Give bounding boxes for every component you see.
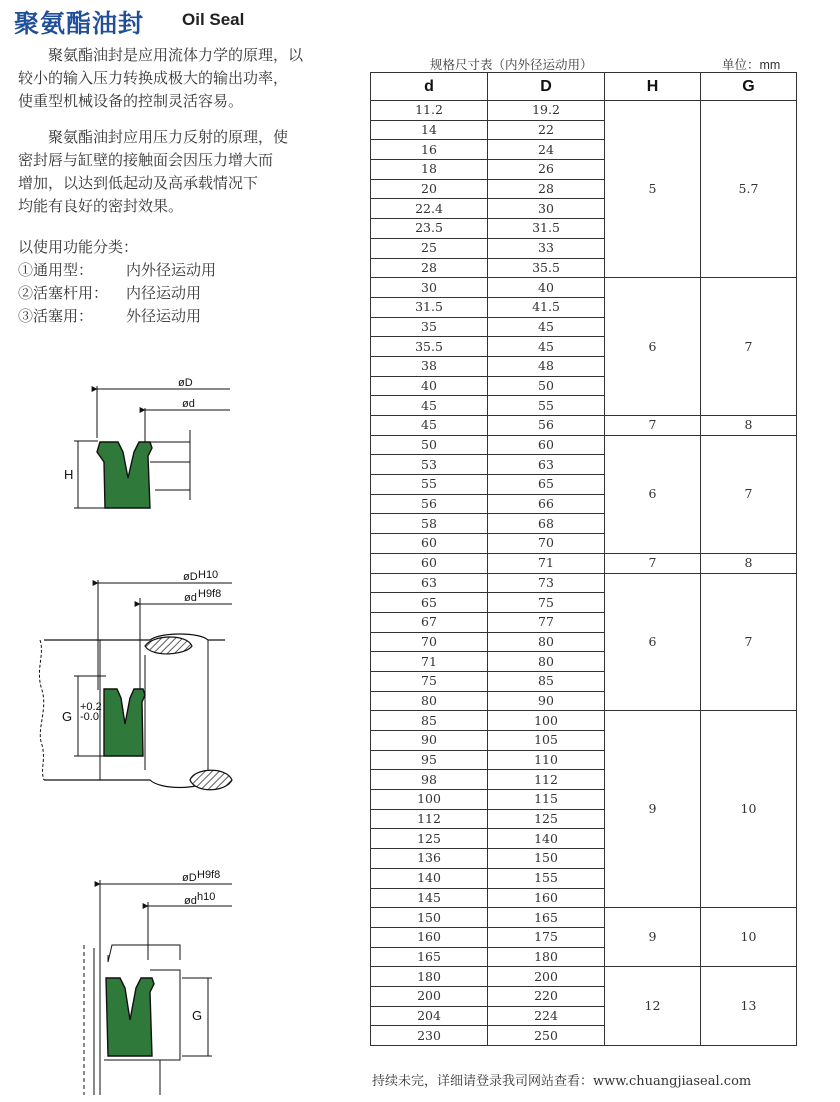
cell-d: 95 [371,750,488,770]
cell-d: 14 [371,120,488,140]
cell-d: 160 [371,927,488,947]
cell-D: 110 [488,750,605,770]
dim-od-tol: H9f8 [197,869,221,881]
cell-D: 50 [488,376,605,396]
cell-d: 65 [371,593,488,613]
cell-H: 6 [605,573,701,711]
cell-d: 180 [371,967,488,987]
cell-d: 25 [371,238,488,258]
seal-profile-icon [106,978,154,1056]
cell-D: 68 [488,514,605,534]
cell-D: 66 [488,494,605,514]
dim-od-tol: H10 [198,569,219,581]
seal-profile-icon [104,689,145,756]
cell-d: 22.4 [371,199,488,219]
cell-d: 28 [371,258,488,278]
dim-id-tol: H9f8 [198,588,222,600]
cell-H: 6 [605,278,701,416]
dim-od-label: øD [178,377,193,389]
cell-d: 53 [371,455,488,475]
cell-H: 6 [605,435,701,553]
cell-D: 71 [488,553,605,573]
cell-D: 40 [488,278,605,298]
table-header-row [371,73,797,101]
cell-G: 8 [701,416,797,436]
cell-d: 165 [371,947,488,967]
cell-d: 140 [371,868,488,888]
cell-D: 140 [488,829,605,849]
cell-D: 115 [488,790,605,810]
cell-D: 28 [488,179,605,199]
cell-d: 136 [371,849,488,869]
cell-d: 80 [371,691,488,711]
cell-D: 224 [488,1006,605,1026]
table-row [371,553,797,573]
cell-H: 9 [605,908,701,967]
cell-D: 56 [488,416,605,436]
intro-line: 使重型机械设备的控制灵活容易。 [18,92,244,110]
diagram-general [64,377,230,508]
table-row [371,101,797,121]
spec-table-body [371,101,797,1046]
col-header-d: d [371,73,488,101]
cell-d: 35 [371,317,488,337]
dim-od-label: øD [182,872,197,884]
cell-d: 56 [371,494,488,514]
cell-d: 58 [371,514,488,534]
cell-D: 200 [488,967,605,987]
cell-d: 38 [371,356,488,376]
cell-G: 10 [701,908,797,967]
cell-d: 31.5 [371,297,488,317]
cell-d: 55 [371,475,488,495]
cell-d: 70 [371,632,488,652]
seal-profile-icon [97,442,152,508]
cell-D: 22 [488,120,605,140]
classification-item: ②活塞杆用： 内径运动用 [18,284,202,302]
cell-D: 80 [488,652,605,672]
page-title: 聚氨酯油封 [14,9,145,38]
cell-G: 7 [701,435,797,553]
cell-G: 10 [701,711,797,908]
cell-D: 26 [488,160,605,180]
seal-diagrams [0,0,360,1102]
cell-D: 55 [488,396,605,416]
cell-D: 63 [488,455,605,475]
dim-h-label: H [64,467,74,482]
cell-D: 150 [488,849,605,869]
cell-D: 175 [488,927,605,947]
cell-d: 145 [371,888,488,908]
cell-D: 45 [488,317,605,337]
cell-D: 24 [488,140,605,160]
cell-D: 165 [488,908,605,928]
cell-D: 60 [488,435,605,455]
table-row [371,435,797,455]
cell-d: 75 [371,671,488,691]
cell-D: 105 [488,731,605,751]
cell-D: 19.2 [488,101,605,121]
dim-id-label: ød [182,398,195,410]
cell-D: 31.5 [488,219,605,239]
cell-H: 7 [605,553,701,573]
table-row [371,278,797,298]
cell-D: 160 [488,888,605,908]
cell-d: 60 [371,534,488,554]
cell-d: 71 [371,652,488,672]
table-unit: 单位：mm [722,57,781,72]
cell-d: 20 [371,179,488,199]
classification-heading: 以使用功能分类： [18,238,139,256]
cell-d: 98 [371,770,488,790]
cell-d: 204 [371,1006,488,1026]
footer-note: 持续未完，详细请登录我司网站查看：www.chuangjiaseal.com [372,1074,752,1089]
table-row [371,908,797,928]
cell-d: 11.2 [371,101,488,121]
cell-D: 73 [488,573,605,593]
cell-D: 30 [488,199,605,219]
cell-H: 9 [605,711,701,908]
cell-D: 250 [488,1026,605,1046]
dim-id-label: ød [184,592,197,604]
cell-D: 220 [488,986,605,1006]
cell-D: 77 [488,612,605,632]
cell-d: 45 [371,416,488,436]
cell-D: 41.5 [488,297,605,317]
cell-d: 63 [371,573,488,593]
table-row [371,573,797,593]
table-row [371,416,797,436]
cell-d: 125 [371,829,488,849]
cell-d: 112 [371,809,488,829]
intro-line: 均能有良好的密封效果。 [18,197,184,215]
cell-D: 100 [488,711,605,731]
cell-D: 125 [488,809,605,829]
cell-D: 35.5 [488,258,605,278]
dim-id-label: ød [184,895,197,907]
cell-d: 85 [371,711,488,731]
diagram-rod [39,569,232,790]
intro-line: 较小的输入压力转换成极大的输出功率， [18,69,289,87]
dim-g-label: G [62,709,73,724]
cell-D: 112 [488,770,605,790]
cell-d: 23.5 [371,219,488,239]
cell-D: 90 [488,691,605,711]
cell-D: 45 [488,337,605,357]
classification-item: ①通用型： 内外径运动用 [18,261,217,279]
cell-D: 180 [488,947,605,967]
intro-line: 聚氨酯油封应用压力反射的原理，使 [48,128,289,146]
col-header-H: H [605,73,701,101]
cell-G: 7 [701,573,797,711]
cell-d: 100 [371,790,488,810]
dim-od-label: øD [183,571,198,583]
cell-d: 60 [371,553,488,573]
cell-D: 155 [488,868,605,888]
cell-D: 65 [488,475,605,495]
cell-d: 30 [371,278,488,298]
col-header-G: G [701,73,797,101]
spec-table [370,72,797,1046]
table-caption: 规格尺寸表（内外径运动用） [430,57,593,72]
cell-d: 90 [371,731,488,751]
cell-G: 5.7 [701,101,797,278]
cell-H: 5 [605,101,701,278]
table-row [371,711,797,731]
cell-d: 16 [371,140,488,160]
cell-d: 45 [371,396,488,416]
cell-G: 13 [701,967,797,1046]
intro-line: 密封唇与缸壁的接触面会因压力增大而 [18,151,274,169]
cell-d: 50 [371,435,488,455]
dim-tol-zero: -0.0 [80,711,99,723]
classification-item: ③活塞用： 外径运动用 [18,307,202,325]
cell-D: 85 [488,671,605,691]
cell-d: 40 [371,376,488,396]
cell-d: 18 [371,160,488,180]
cell-H: 12 [605,967,701,1046]
cell-d: 200 [371,986,488,1006]
diagram-piston [84,869,232,1095]
cell-d: 35.5 [371,337,488,357]
cell-D: 80 [488,632,605,652]
cell-d: 230 [371,1026,488,1046]
cell-D: 75 [488,593,605,613]
dim-tol-plus: +0.2 [80,701,102,713]
cell-D: 48 [488,356,605,376]
cell-D: 70 [488,534,605,554]
cell-G: 8 [701,553,797,573]
cell-d: 67 [371,612,488,632]
table-row [371,967,797,987]
cell-d: 150 [371,908,488,928]
col-header-D: D [488,73,605,101]
cell-D: 33 [488,238,605,258]
dim-id-tol: h10 [197,891,216,903]
page-title-en: Oil Seal [182,10,245,29]
intro-line: 增加，以达到低起动及高承载情况下 [18,174,259,192]
dim-g-label: G [192,1008,203,1023]
intro-line: 聚氨酯油封是应用流体力学的原理，以 [48,46,304,64]
cell-H: 7 [605,416,701,436]
cell-G: 7 [701,278,797,416]
